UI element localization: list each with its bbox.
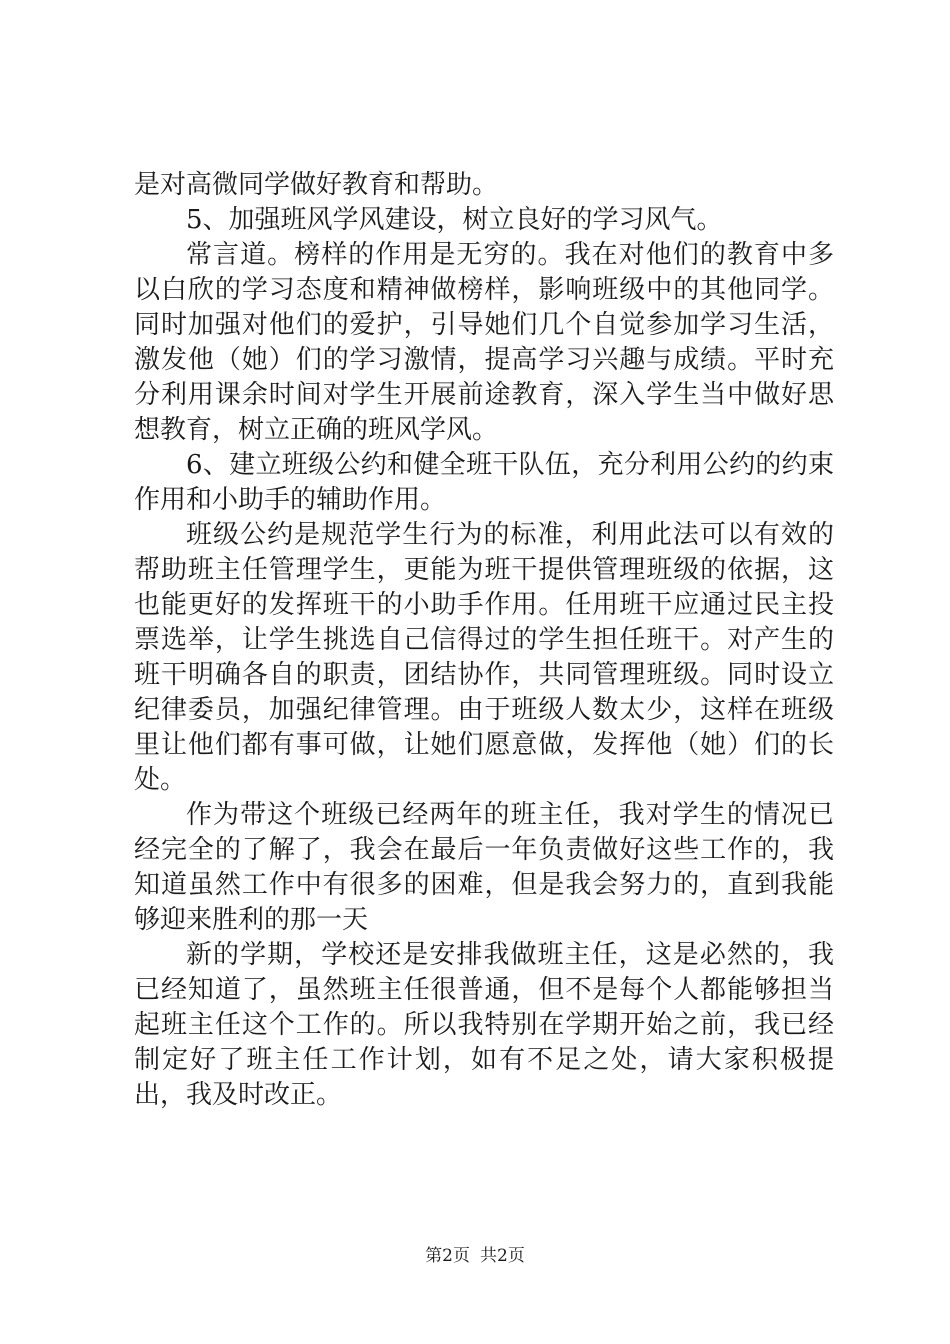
page-number-total: 共2页 — [480, 1246, 525, 1266]
paragraph-6: 作为带这个班级已经两年的班主任，我对学生的情况已经完全的了解了，我会在最后一年负责做好这些工作的，我知道虽然工作中有很多的困难，但是我会努力的，直到我能够迎来胜利的那一天 — [134, 800, 834, 935]
page-number-current: 第2页 — [425, 1246, 470, 1266]
document-body — [134, 168, 834, 1113]
paragraph-5: 班级公约是规范学生行为的标准，利用此法可以有效的帮助班主任管理学生，更能为班干提供管理班级的依据，这也能更好的发挥班干的小助手作用。任用班干应通过民主投票选举，让学生挑选自己信得过的学生担任班干。对产生的班干明确各自的职责，团结协作，共同管理班级。同时设立纪律委员，加强纪律管理。由于班级人数太少，这样在班级里让他们都有事可做，让她们愿意做，发挥他（她）们的长处。 — [134, 520, 834, 795]
paragraph-7: 新的学期，学校还是安排我做班主任，这是必然的，我已经知道了，虽然班主任很普通，但不是每个人都能够担当起班主任这个工作的。所以我特别在学期开始之前，我已经制定好了班主任工作计划，如有不足之处，请大家积极提出，我及时改正。 — [134, 940, 834, 1110]
paragraph-2: 5、加强班风学风建设，树立良好的学习风气。 — [186, 205, 723, 235]
paragraph-4: 6、建立班级公约和健全班干队伍，充分利用公约的约束作用和小助手的辅助作用。 — [134, 450, 834, 515]
paragraph-3: 常言道。榜样的作用是无穷的。我在对他们的教育中多以白欣的学习态度和精神做榜样，影响班级中的其他同学。同时加强对他们的爱护，引导她们几个自觉参加学习生活，激发他（她）们的学习激情，提高学习兴趣与成绩。平时充分利用课余时间对学生开展前途教育，深入学生当中做好思想教育，树立正确的班风学风。 — [134, 240, 834, 445]
page-footer — [0, 1244, 950, 1268]
paragraph-1: 是对高微同学做好教育和帮助。 — [134, 170, 499, 200]
